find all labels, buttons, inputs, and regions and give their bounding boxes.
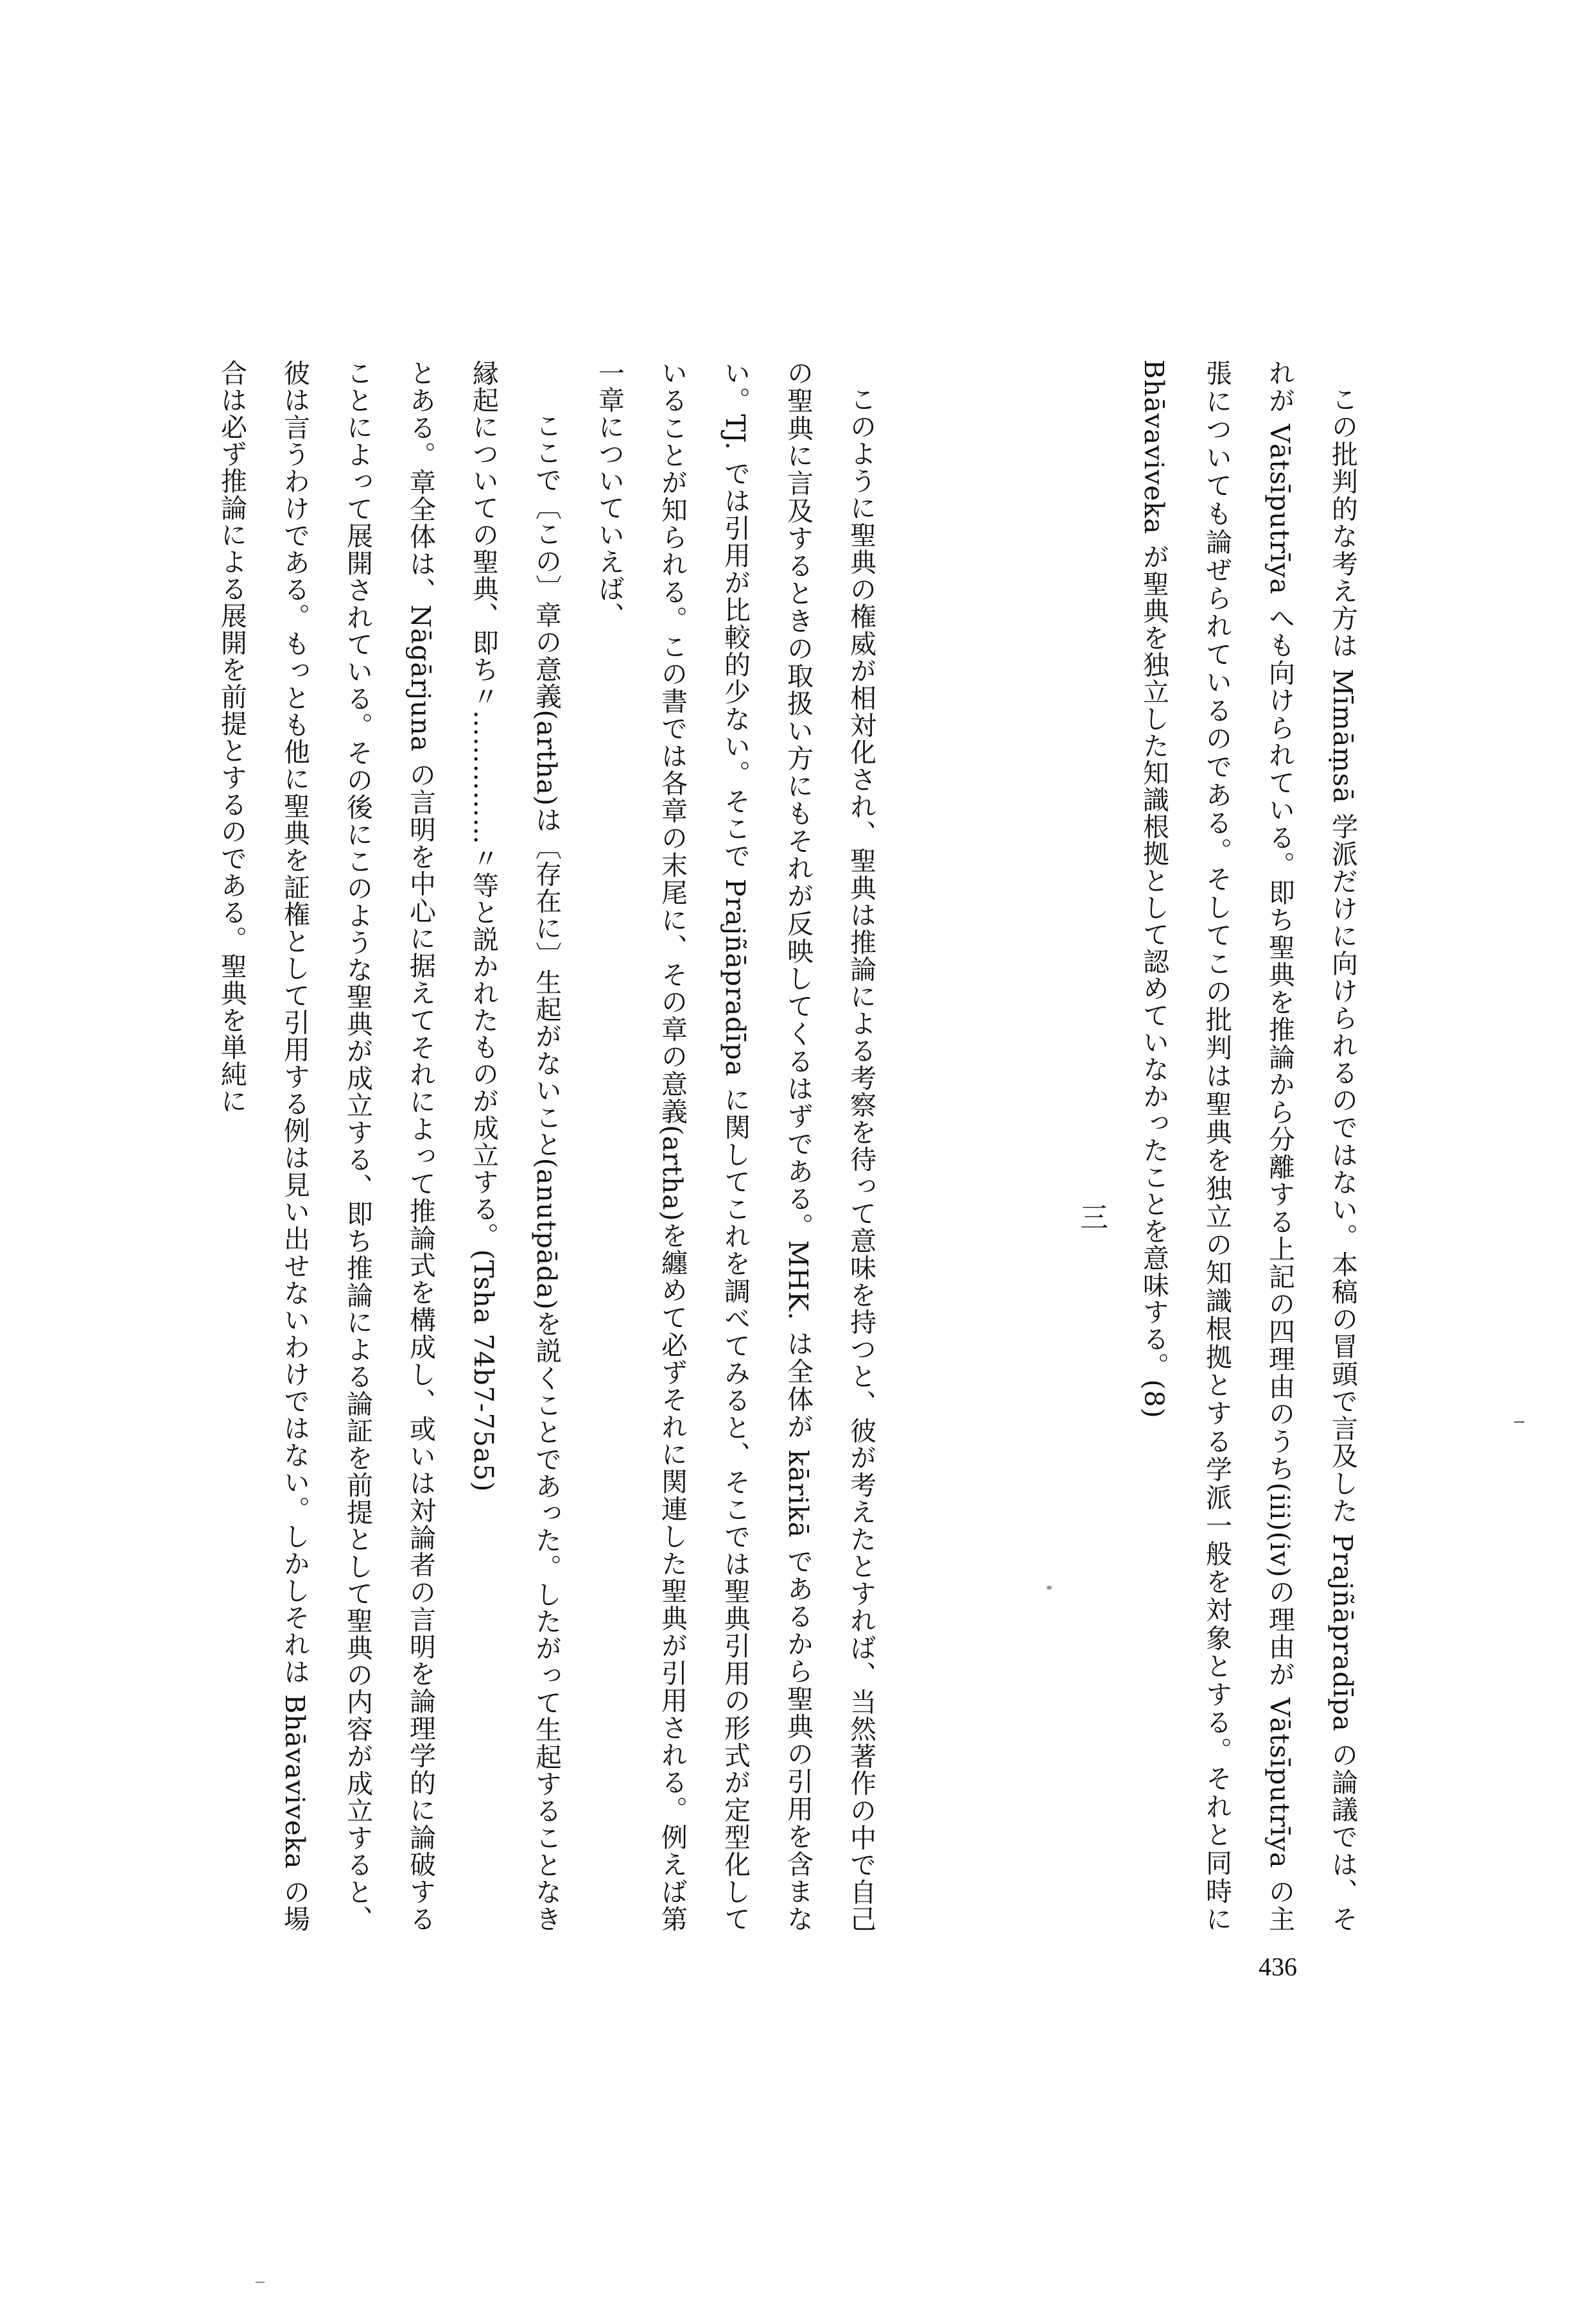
paragraph-critique: この批判的な考え方は Mīmāṃsā 学派だけに向けられるのではない。本稿の冒頭で言及した Prajñāpradīpa の論議では、それが Vātsīputrīya へも向けられている。即ち聖典を推論から分離する上記の四理由のうち(iii)(iv)の理由が Vātsīputrīya の主張についても論ぜられているのである。そしてこの批判は聖典を独立の知識根拠とする学派一般を対象とする。それと同時に Bhāvaviveka が聖典を独立した知識根拠として認めていなかったことを意味する。(8) — [1138, 360, 1358, 1932]
body-text-vertical — [200, 360, 1374, 1932]
paragraph-chapter: とある。章全体は、Nāgārjuna の言明を中心に据えてそれによって推論式を構成し、或いは対論者の言明を論理学的に論破することによって展開されている。その後にこのような聖典が成立する、即ち推論による論証を前提として聖典の内容が成立すると、彼は言うわけである。もっとも他に聖典を証権として引用する例は見い出せないわけではない。しかしそれは Bhāvaviveka の場合は必ず推論による展開を前提とするのである。聖典を単純に — [216, 360, 436, 1932]
margin-dash-mark — [1514, 1421, 1524, 1423]
paragraph-quotation: ここで〔この〕章の意義(artha)は〔存在に〕生起がないこと(anutpāda)を説くことであった。したがって生起することなき縁起についての聖典、即ち〃……………〃等と説かれたものが成立する。(Tsha 74b7-75a5) — [468, 360, 562, 1932]
margin-dash-mark-bottom — [256, 2282, 265, 2283]
paragraph-authority: このように聖典の権威が相対化され、聖典は推論による考察を待って意味を持つと、彼が考えたとすれば、当然著作の中で自己の聖典に言及するときの取扱い方にもそれが反映してくるはずである。MHK. は全体が kārikā であるから聖典の引用を含まない。TJ. では引用が比較的少ない。そこで Prajñāpradīpa に関してこれを調べてみると、そこでは聖典引用の形式が定型化していることが知られる。この書では各章の末尾に、その章の意義(artha)を纏めて必ずそれに関連した聖典が引用される。例えば第一章についていえば、 — [594, 360, 876, 1932]
scan-speck — [1047, 1586, 1052, 1590]
page-number: 436 — [1259, 1952, 1297, 1981]
section-heading: 三 — [1075, 1202, 1108, 1231]
